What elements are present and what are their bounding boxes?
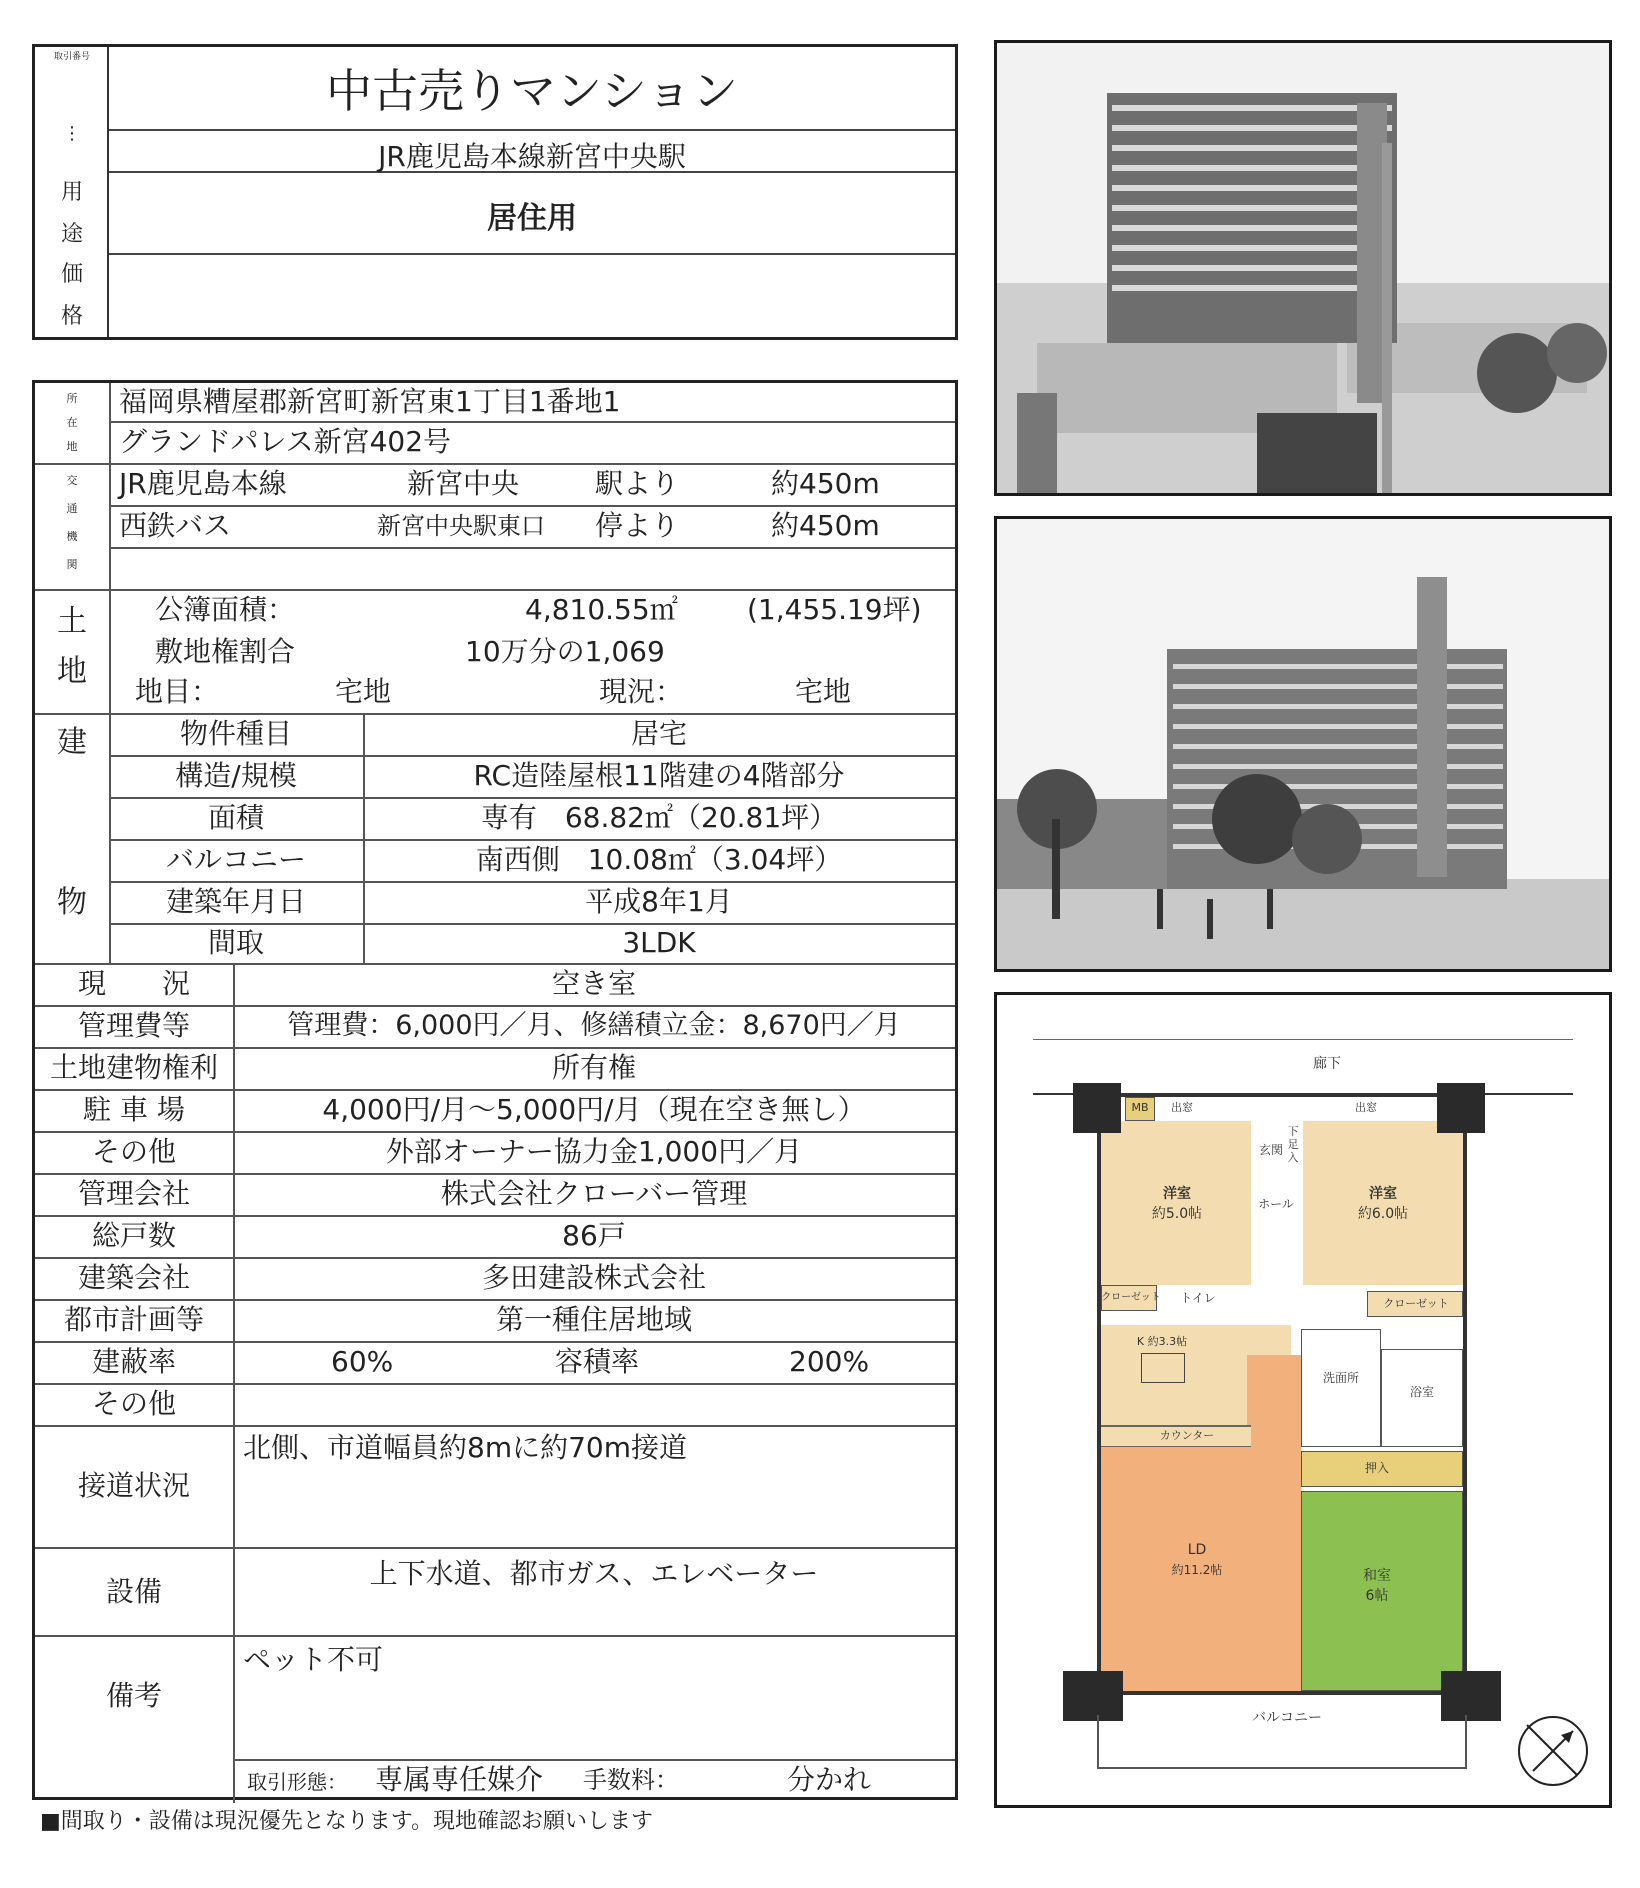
building-photo-aerial [994, 40, 1612, 496]
transport-line-1: JR鹿児島本線 [119, 467, 287, 500]
detail-value-8: 多田建設株式会社 [481, 1261, 706, 1294]
address: 福岡県糟屋郡新宮町新宮東1丁目1番地1 [119, 385, 621, 418]
fp-closet-right: クローゼット [1383, 1297, 1449, 1310]
north-compass-icon [1515, 1713, 1591, 1789]
building-label-6: 間取 [207, 926, 264, 959]
detail-label-1: 現 況 [77, 967, 190, 1000]
detail-value-4: 4,000円/月～5,000円/月（現在空き無し） [322, 1093, 866, 1126]
transport-from-2: 停より [595, 509, 680, 542]
building-label-5: 建築年月日 [165, 885, 306, 918]
fp-stove [1141, 1353, 1185, 1383]
side-use-2: 途 [60, 222, 83, 247]
building-side-label: 建 物 [57, 725, 87, 920]
building-label-3: 面積 [207, 801, 264, 834]
other2-label: その他 [91, 1387, 176, 1420]
fee-value: 分かれ [787, 1763, 872, 1796]
building-value-1: 居宅 [630, 717, 687, 750]
land-area-value: 4,810.55㎡ [525, 593, 678, 626]
fp-closet-left: クローゼット [1101, 1292, 1161, 1303]
detail-value-9: 第一種住居地域 [495, 1303, 692, 1336]
room-western-1 [1101, 1121, 1251, 1285]
room-ld-ext [1247, 1355, 1301, 1445]
building-value-6: 3LDK [622, 926, 696, 959]
facilities-value: 上下水道、都市ガス、エレベーター [369, 1557, 819, 1590]
detail-value-1: 空き室 [551, 967, 636, 1000]
detail-label-7: 総戸数 [91, 1219, 176, 1252]
header-box [32, 44, 958, 340]
deal-label: 取引形態： [247, 1770, 347, 1794]
transport-stop-2: 新宮中央駅東口 [377, 512, 545, 540]
remarks-label: 備考 [105, 1679, 162, 1712]
land-current-value: 宅地 [795, 675, 852, 708]
side-use-1: 用 [60, 180, 83, 205]
coverage-label: 建蔽率 [91, 1345, 176, 1378]
location-side-label: 所 在 地 [66, 392, 78, 453]
fp-corridor: 廊下 [1313, 1056, 1341, 1072]
detail-label-8: 建築会社 [77, 1261, 190, 1294]
fp-counter: カウンター [1159, 1429, 1215, 1442]
building-value-3: 専有 68.82㎡（20.81坪） [480, 801, 838, 834]
fp-bay-right: 出窓 [1355, 1101, 1377, 1114]
fp-entrance: 玄関 [1258, 1143, 1283, 1157]
land-area-label: 公簿面積： [155, 593, 296, 626]
transport-from-1: 駅より [595, 467, 680, 500]
fp-toilet: トイレ [1180, 1291, 1216, 1305]
detail-value-2: 管理費：6,000円／月、修繕積立金：8,670円／月 [287, 1010, 901, 1041]
room-western-2 [1303, 1121, 1463, 1285]
page-title: 中古売りマンション [326, 64, 738, 118]
land-current-label: 現況： [599, 675, 684, 708]
detail-value-3: 所有権 [551, 1051, 636, 1084]
fp-mb: MB [1131, 1101, 1149, 1114]
station-heading: JR鹿児島本線新宮中央駅 [378, 140, 686, 173]
fp-ld: LD [1187, 1542, 1207, 1558]
fp-room2: 洋室 [1369, 1186, 1397, 1202]
detail-label-5: その他 [91, 1135, 176, 1168]
detail-value-6: 株式会社クローバー管理 [440, 1177, 748, 1210]
road-label: 接道状況 [77, 1469, 190, 1502]
detail-label-9: 都市計画等 [63, 1303, 204, 1336]
transport-side-label: 交 通 機 関 [66, 474, 78, 571]
detail-label-6: 管理会社 [77, 1177, 190, 1210]
room-washroom [1301, 1329, 1381, 1447]
header-side-column [35, 47, 109, 337]
detail-label-2: 管理費等 [77, 1009, 190, 1042]
fp-bath: 浴室 [1409, 1385, 1434, 1399]
fp-room1: 洋室 [1163, 1186, 1191, 1202]
transport-stop-1: 新宮中央 [407, 467, 520, 500]
building-value-5: 平成8年1月 [585, 885, 733, 918]
fee-label: 手数料： [583, 1766, 679, 1794]
road-value: 北側、市道幅員約8mに約70m接道 [243, 1431, 687, 1464]
footnote: ■間取り・設備は現況優先となります。現地確認お願いします [40, 1809, 654, 1834]
fp-room1-size: 約5.0帖 [1151, 1206, 1203, 1222]
fp-bay-left: 出窓 [1171, 1101, 1193, 1114]
land-area-tsubo: (1,455.19坪) [747, 593, 922, 626]
land-share-label: 敷地権割合 [155, 635, 296, 668]
fp-kitchen: K 約3.3帖 [1136, 1335, 1188, 1348]
land-category-label: 地目： [135, 675, 220, 708]
detail-value-7: 86戸 [562, 1219, 626, 1252]
side-price-1: 価 [60, 262, 83, 287]
fp-room2-size: 約6.0帖 [1357, 1206, 1409, 1222]
remarks-value: ペット不可 [243, 1643, 384, 1676]
property-table [32, 380, 958, 1800]
side-tiny-label: 取引番号 [53, 52, 90, 62]
transport-line-2: 西鉄バス [119, 509, 232, 542]
building-label-4: バルコニー [165, 843, 306, 876]
land-category-value: 宅地 [335, 675, 392, 708]
deal-value: 専属専任媒介 [375, 1763, 544, 1796]
building-value-4: 南西側 10.08㎡（3.04坪） [475, 843, 843, 876]
building-label-1: 物件種目 [179, 717, 292, 750]
side-price-2: 格 [60, 304, 83, 329]
far-label: 容積率 [555, 1345, 640, 1378]
building-label-2: 構造/規模 [175, 759, 297, 792]
fp-washitsu-size: 6帖 [1365, 1588, 1389, 1604]
far-value: 200% [789, 1345, 870, 1378]
fp-ld-size: 約11.2帖 [1171, 1563, 1223, 1577]
detail-value-5: 外部オーナー協力金1,000円／月 [385, 1135, 803, 1168]
use-value: 居住用 [487, 201, 577, 236]
land-side-label: 土 地 [57, 604, 87, 689]
land-share-value: 10万分の1,069 [465, 635, 665, 668]
detail-label-4: 駐 車 場 [83, 1093, 185, 1126]
fp-washitsu: 和室 [1363, 1568, 1391, 1584]
transport-dist-2: 約450m [771, 509, 880, 542]
transport-dist-1: 約450m [771, 467, 880, 500]
floor-plan [994, 992, 1612, 1808]
fp-hall: ホール [1258, 1197, 1294, 1211]
fp-balcony: バルコニー [1252, 1710, 1322, 1726]
fp-shoebox: 下足入 [1287, 1125, 1299, 1164]
facilities-label: 設備 [105, 1575, 162, 1608]
building-value-2: RC造陸屋根11階建の4階部分 [473, 759, 845, 792]
detail-label-3: 土地建物権利 [49, 1051, 218, 1084]
side-dots: ⋮ [63, 123, 81, 144]
building-name: グランドパレス新宮402号 [119, 425, 452, 458]
building-photo-street [994, 516, 1612, 972]
fp-washroom: 洗面所 [1322, 1371, 1359, 1385]
fp-storage: 押入 [1364, 1461, 1389, 1475]
coverage-value: 60% [331, 1345, 394, 1378]
